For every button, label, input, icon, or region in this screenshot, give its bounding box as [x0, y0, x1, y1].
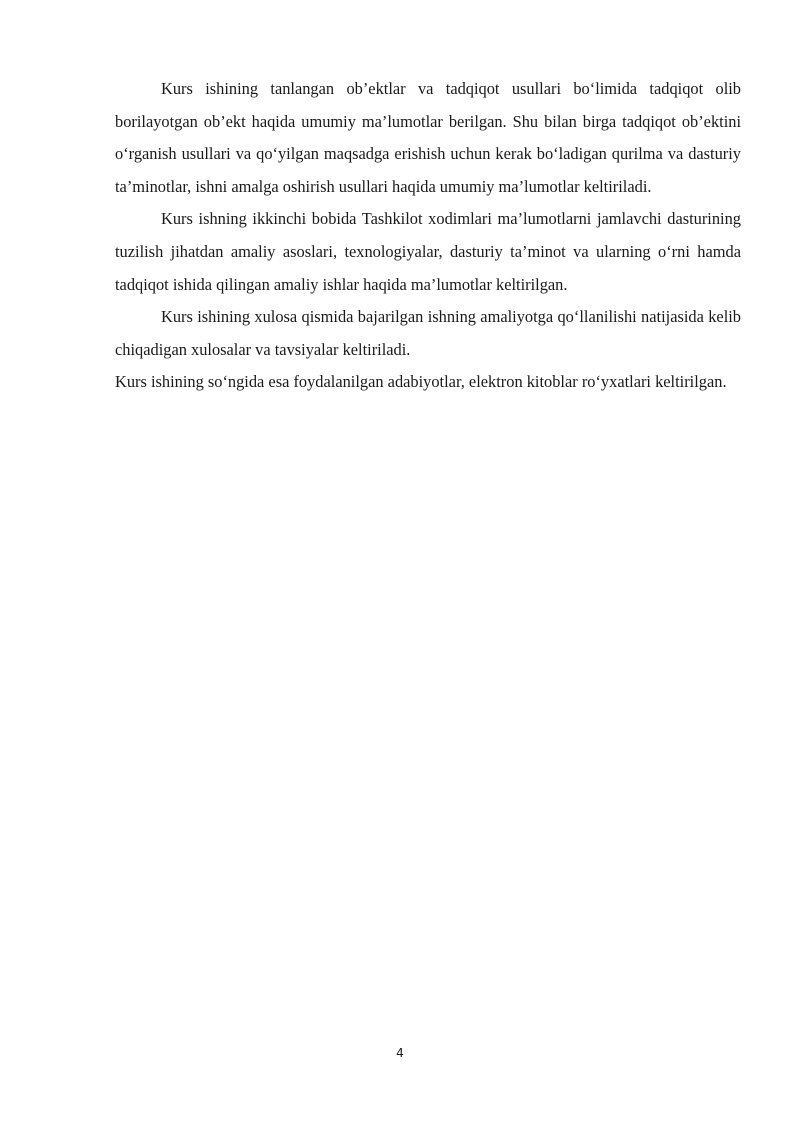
paragraph-conclusion: Kurs ishining xulosa qismida bajarilgan ishning amaliyotga qo‘llanilishi natijasida kelib chiqadigan xulosalar va tavsiyalar keltiriladi.	[115, 307, 741, 359]
paragraph-references: Kurs ishining so‘ngida esa foydalanilgan adabiyotlar, elektron kitoblar ro‘yxatlari keltirilgan.	[115, 372, 727, 392]
paragraph-second-chapter: Kurs ishning ikkinchi bobida Tashkilot xodimlari ma’lumotlarni jamlavchi dasturining tuzilish jihatdan amaliy asoslari, texnologiyalar, dasturiy ta’minot va ularning o‘rni hamda tadqiqot ishida qilingan amaliy ishlar haqida ma’lumotlar keltirilgan.	[115, 209, 741, 294]
page-number: 4	[396, 1046, 404, 1060]
paragraph-introduction-methods: Kurs ishining tanlangan ob’ektlar va tadqiqot usullari bo‘limida tadqiqot olib borilayotgan ob’ekt haqida umumiy ma’lumotlar berilgan. Shu bilan birga tadqiqot ob’ektini o‘rganish usullari va qo‘yilgan maqsadga erishish uchun kerak bo‘ladigan qurilma va dasturiy ta’minotlar, ishni amalga oshirish usullari haqida umumiy ma’lumotlar keltiriladi.	[115, 79, 741, 196]
body-text	[115, 73, 741, 399]
